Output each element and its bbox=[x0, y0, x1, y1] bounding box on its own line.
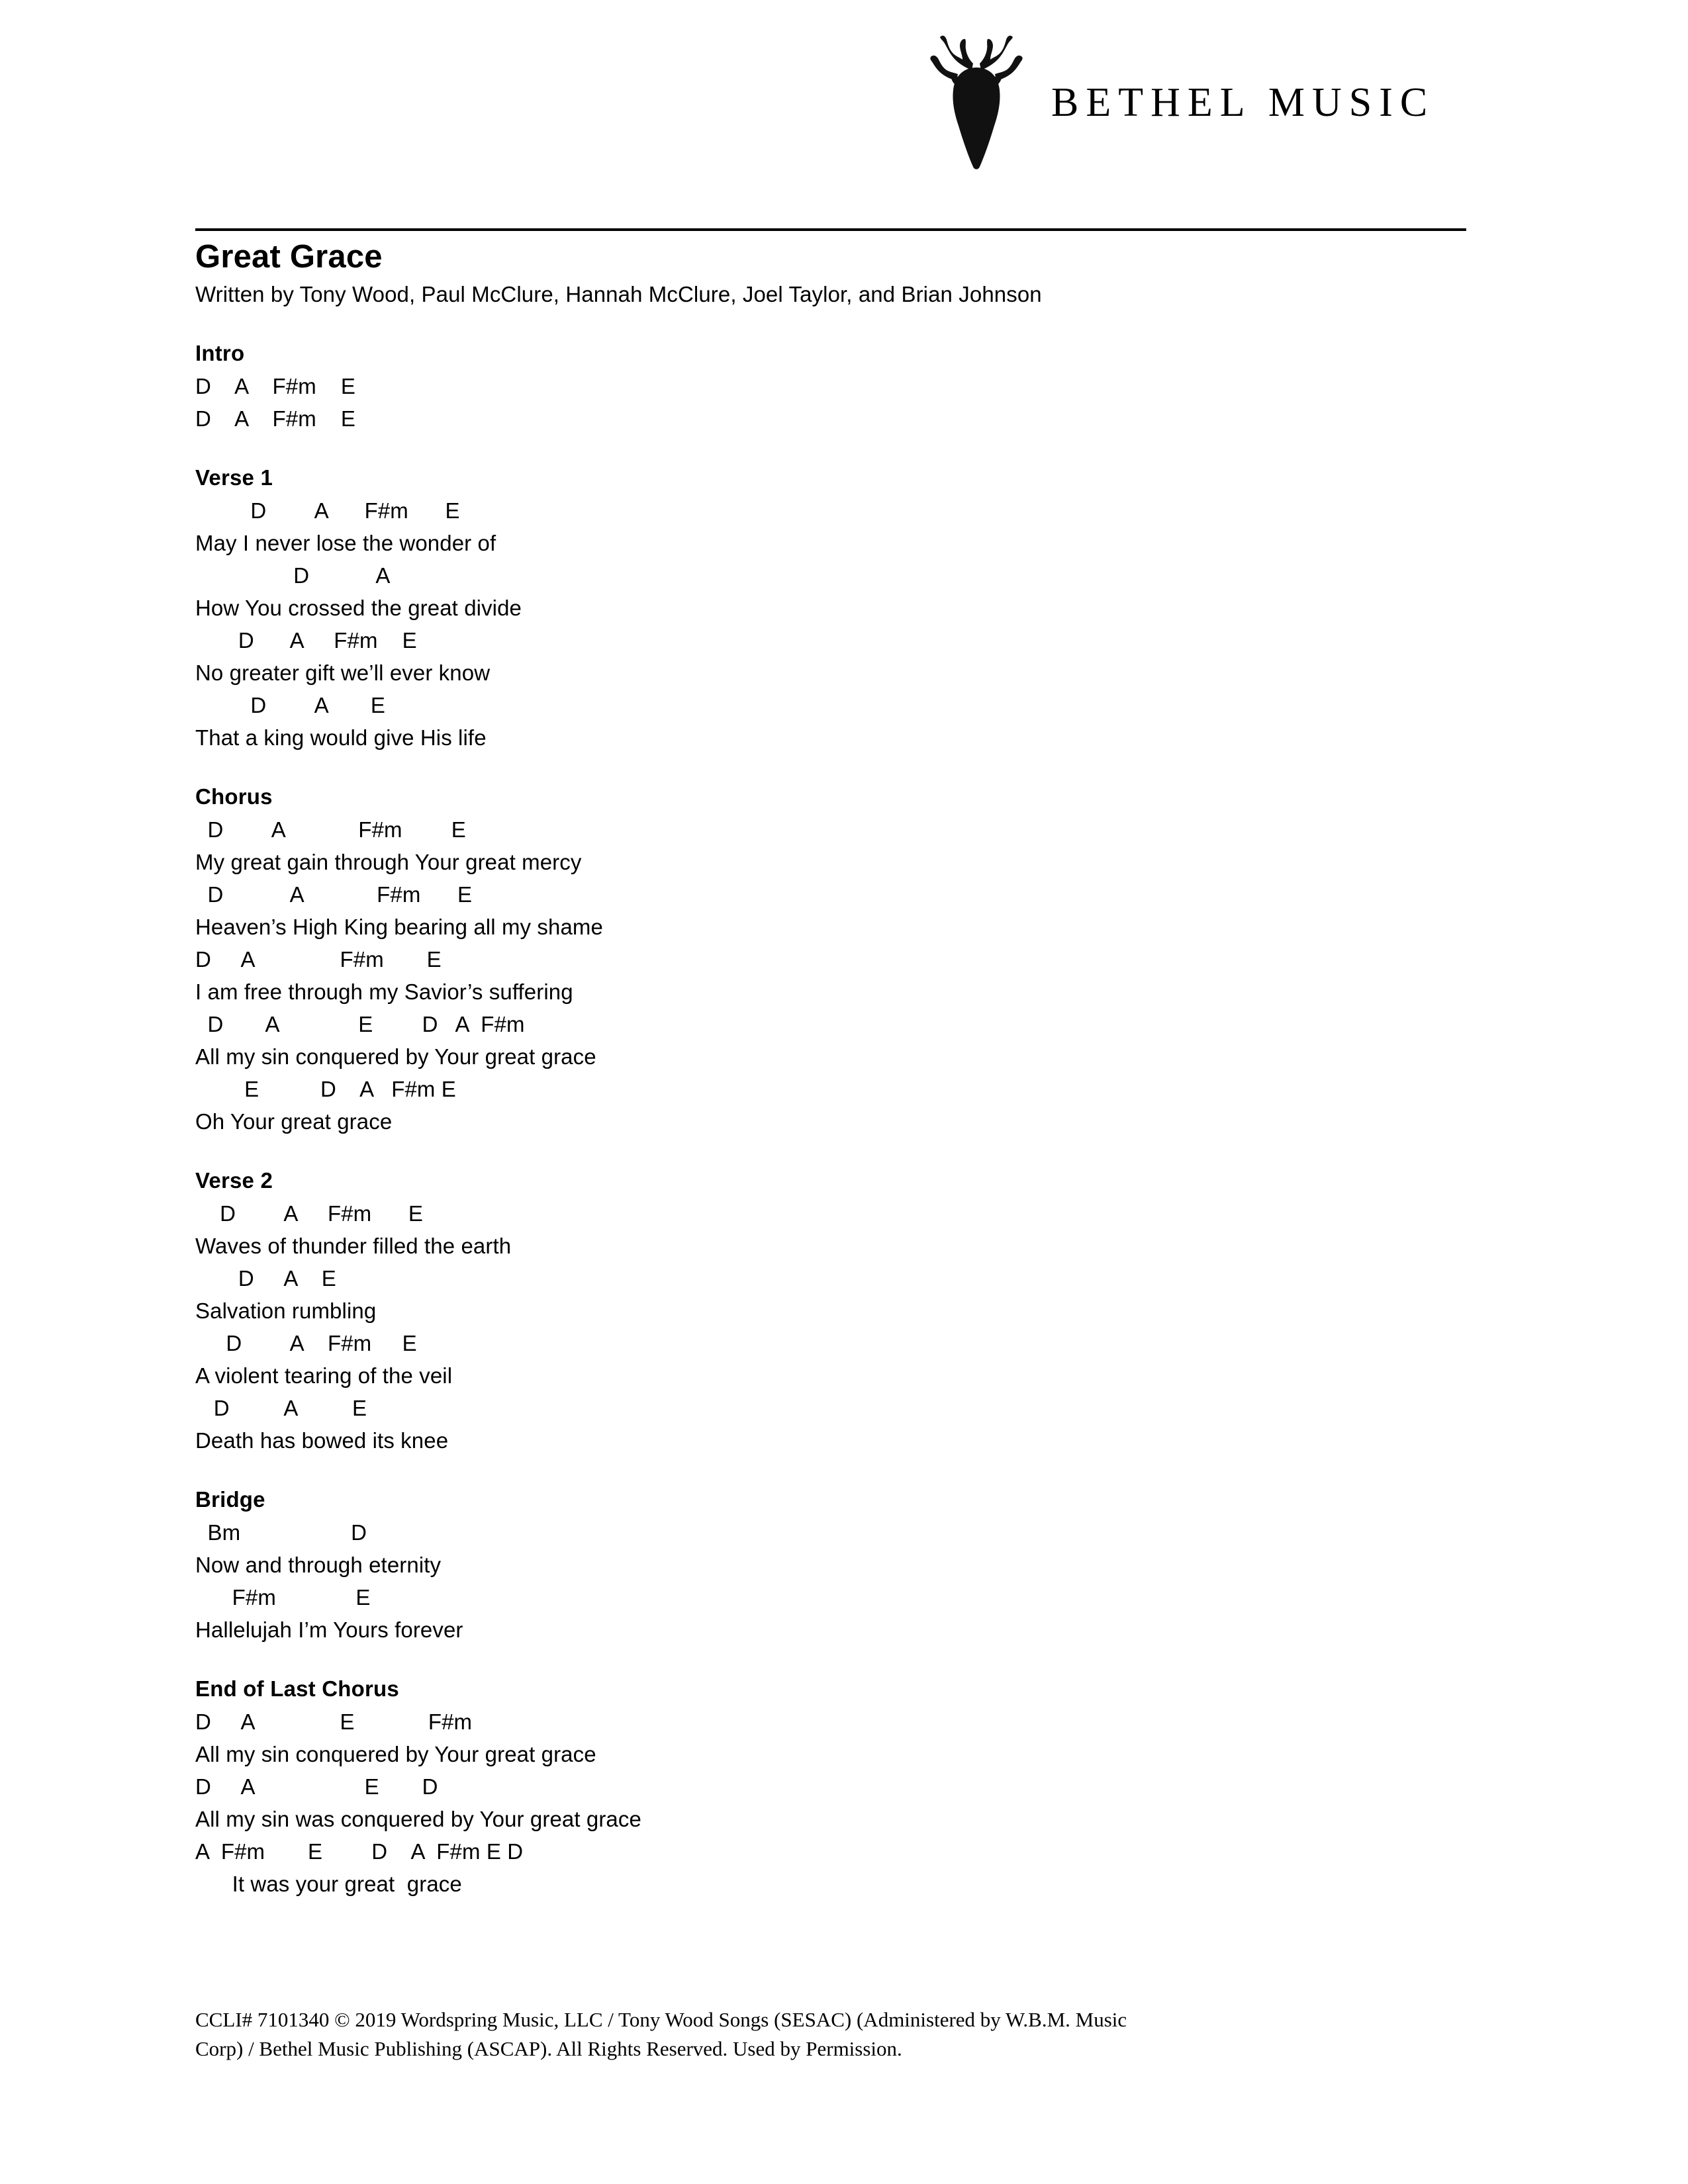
chord-line: D A bbox=[195, 563, 391, 588]
section-verse-2 bbox=[195, 1168, 1493, 1457]
section-bridge bbox=[195, 1487, 1493, 1646]
section-intro bbox=[195, 341, 1493, 435]
lyric-line: My great gain through Your great mercy bbox=[195, 849, 582, 874]
chord-line: D A F#m E bbox=[195, 1330, 417, 1355]
chord-line: E D A F#m E bbox=[195, 1076, 456, 1101]
lyric-line: All my sin conquered by Your great grace bbox=[195, 1741, 596, 1766]
section-label: Chorus bbox=[195, 784, 273, 809]
lyric-line: Heaven’s High King bearing all my shame bbox=[195, 914, 603, 939]
section-label: End of Last Chorus bbox=[195, 1676, 399, 1701]
chord-line: D A F#m E bbox=[195, 882, 473, 907]
chord-line: D A F#m E bbox=[195, 817, 466, 842]
chord-line: D A E D A F#m bbox=[195, 1011, 525, 1036]
chord-line: D A E bbox=[195, 692, 385, 717]
chord-line: Bm D bbox=[195, 1520, 367, 1545]
chord-line: D A E D bbox=[195, 1774, 438, 1799]
section-chorus bbox=[195, 784, 1493, 1138]
chord-line: D A F#m E bbox=[195, 946, 442, 972]
lyric-line: All my sin was conquered by Your great grace bbox=[195, 1806, 641, 1831]
lyric-line: Now and through eternity bbox=[195, 1552, 442, 1577]
chord-line: D A E F#m bbox=[195, 1709, 473, 1734]
section-end-of-last-chorus bbox=[195, 1676, 1493, 1900]
lyric-line: Death has bowed its knee bbox=[195, 1428, 449, 1453]
deer-head-icon bbox=[927, 33, 1026, 172]
song-content bbox=[195, 238, 1493, 1931]
song-writers: Written by Tony Wood, Paul McClure, Hannah McClure, Joel Taylor, and Brian Johnson bbox=[195, 281, 1042, 306]
logo-wordmark: BETHEL MUSIC bbox=[1051, 79, 1435, 125]
lyric-line: No greater gift we’ll ever know bbox=[195, 660, 491, 685]
lyric-line: A violent tearing of the veil bbox=[195, 1363, 453, 1388]
chord-line: F#m E bbox=[195, 1584, 371, 1610]
copyright-footer bbox=[195, 2005, 1453, 2064]
lyric-line: Hallelujah I’m Yours forever bbox=[195, 1617, 463, 1642]
lyric-line: That a king would give His life bbox=[195, 725, 487, 750]
chord-line: D A F#m E bbox=[195, 1201, 423, 1226]
lyric-line: It was your great grace bbox=[195, 1871, 462, 1896]
chord-line: D A E bbox=[195, 1265, 336, 1291]
section-label: Verse 2 bbox=[195, 1167, 273, 1193]
chord-line: D A F#m E bbox=[195, 406, 356, 431]
chord-line: D A E bbox=[195, 1395, 367, 1420]
section-label: Intro bbox=[195, 340, 245, 365]
lyric-line: I am free through my Savior’s suffering bbox=[195, 979, 573, 1004]
copyright-line-1: CCLI# 7101340 © 2019 Wordspring Music, LLC / Tony Wood Songs (SESAC) (Administered by W.B.M. Music bbox=[195, 2008, 1127, 2031]
lyric-line: How You crossed the great divide bbox=[195, 595, 522, 620]
bethel-music-logo bbox=[927, 26, 1523, 179]
lyric-line: Waves of thunder filled the earth bbox=[195, 1233, 512, 1258]
chord-line: D A F#m E bbox=[195, 498, 460, 523]
lyric-line: All my sin conquered by Your great grace bbox=[195, 1044, 596, 1069]
lyric-line: May I never lose the wonder of bbox=[195, 530, 496, 555]
copyright-line-2: Corp) / Bethel Music Publishing (ASCAP). All Rights Reserved. Used by Permission. bbox=[195, 2037, 902, 2061]
chord-line: D A F#m E bbox=[195, 627, 417, 653]
page-title: Great Grace bbox=[195, 239, 383, 275]
section-verse-1 bbox=[195, 465, 1493, 754]
lyric-line: Oh Your great grace bbox=[195, 1109, 393, 1134]
section-label: Bridge bbox=[195, 1486, 265, 1512]
lyric-line: Salvation rumbling bbox=[195, 1298, 377, 1323]
chord-line: A F#m E D A F#m E D bbox=[195, 1839, 524, 1864]
chord-line: D A F#m E bbox=[195, 373, 356, 398]
section-label: Verse 1 bbox=[195, 465, 273, 490]
title-divider bbox=[195, 228, 1466, 231]
